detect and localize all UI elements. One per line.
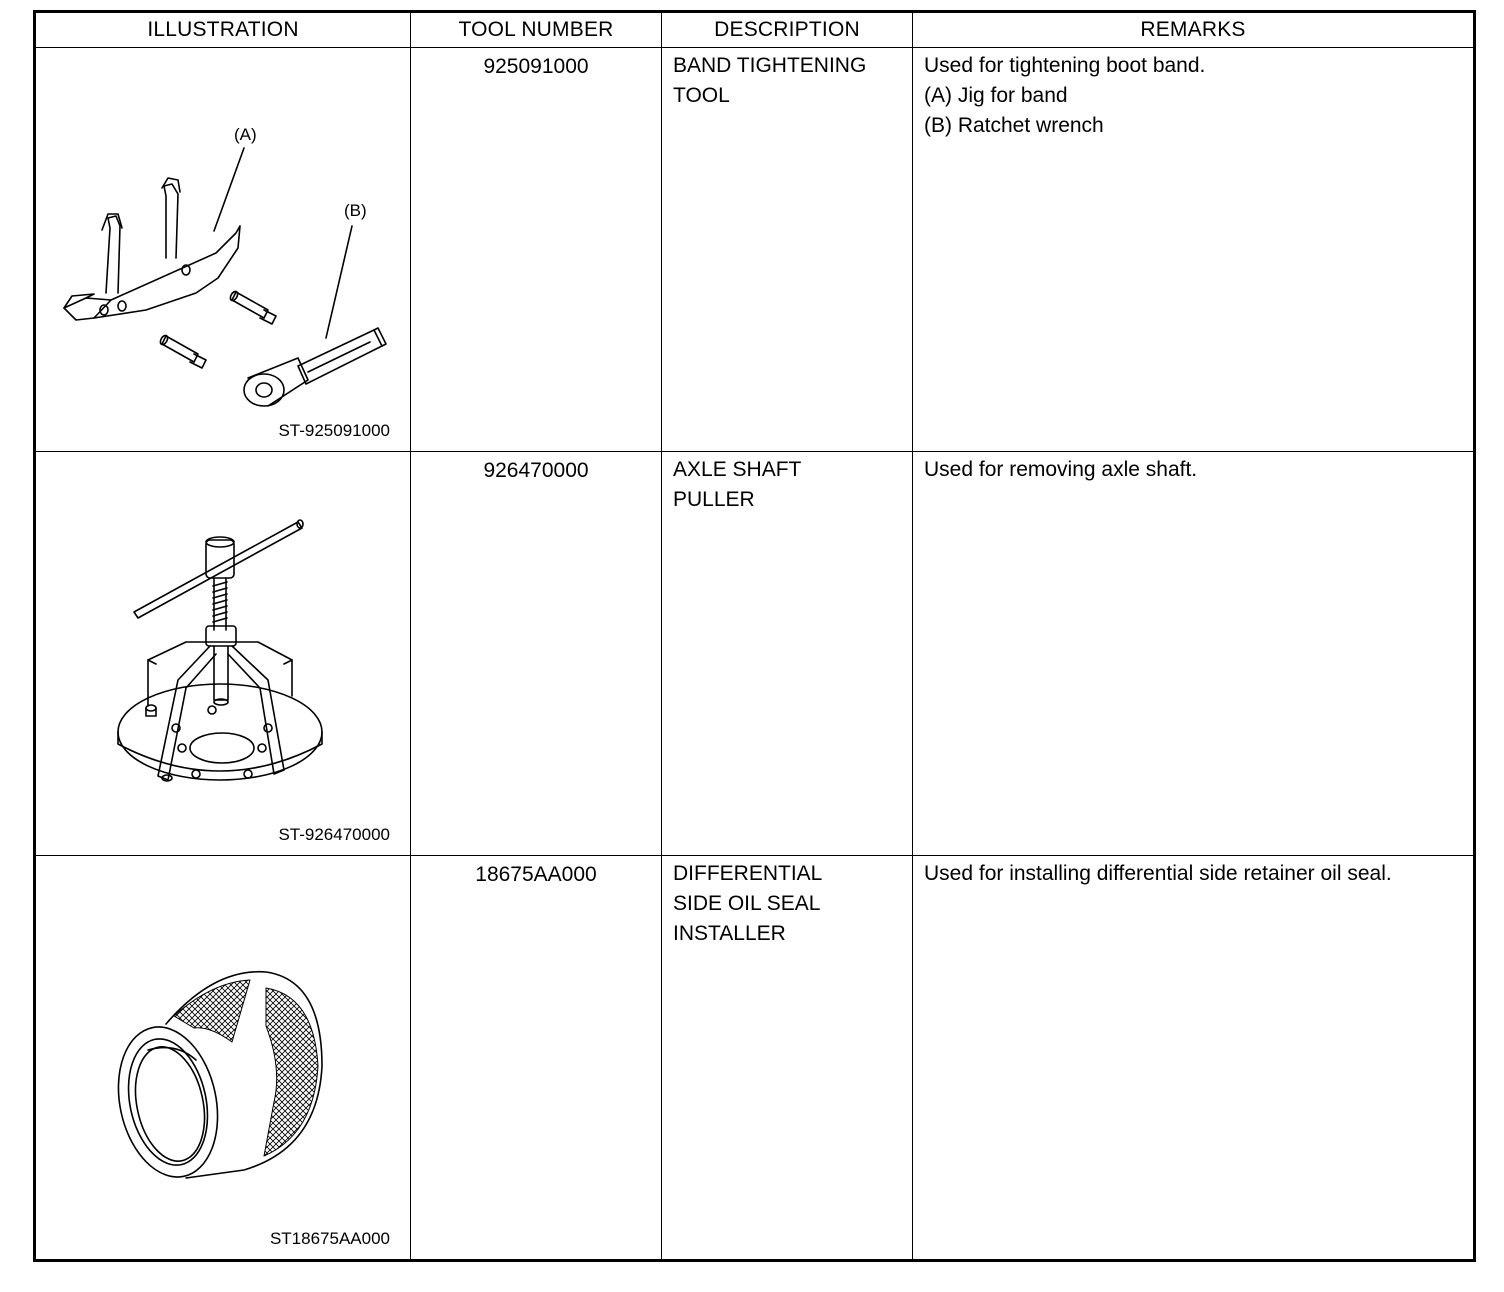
pin-icon bbox=[229, 290, 276, 324]
header-row bbox=[35, 12, 1475, 48]
special-tools-table bbox=[33, 10, 1476, 1262]
header-tool-number: TOOL NUMBER bbox=[411, 12, 662, 48]
illustration-code: ST-926470000 bbox=[278, 825, 390, 844]
illustration-code: ST-925091000 bbox=[278, 421, 390, 440]
table-row bbox=[35, 452, 1475, 856]
pin-icon bbox=[159, 334, 206, 368]
remarks-cell: Used for tightening boot band. (A) Jig for band (B) Ratchet wrench bbox=[913, 48, 1475, 452]
callout-a-label: (A) bbox=[234, 125, 257, 144]
oil-seal-installer-illustration bbox=[36, 856, 412, 1252]
axle-shaft-puller-illustration bbox=[36, 452, 412, 848]
illustration-cell bbox=[35, 856, 411, 1261]
illustration-cell bbox=[35, 452, 411, 856]
tool-number-cell: 925091000 bbox=[411, 48, 662, 452]
table-row bbox=[35, 48, 1475, 452]
tool-number-cell: 926470000 bbox=[411, 452, 662, 856]
table-row bbox=[35, 856, 1475, 1261]
header-description: DESCRIPTION bbox=[662, 12, 913, 48]
remarks-cell: Used for installing differential side retainer oil seal. bbox=[913, 856, 1475, 1261]
ratchet-wrench-icon bbox=[244, 328, 386, 406]
remarks-cell: Used for removing axle shaft. bbox=[913, 452, 1475, 856]
tool-number-cell: 18675AA000 bbox=[411, 856, 662, 1261]
description-cell: AXLE SHAFT PULLER bbox=[662, 452, 913, 856]
description-cell: BAND TIGHTENING TOOL bbox=[662, 48, 913, 452]
header-illustration: ILLUSTRATION bbox=[35, 12, 411, 48]
callout-b-label: (B) bbox=[344, 201, 367, 220]
band-tightening-tool-illustration bbox=[36, 48, 412, 444]
header-remarks: REMARKS bbox=[913, 12, 1475, 48]
illustration-cell bbox=[35, 48, 411, 452]
description-cell: DIFFERENTIAL SIDE OIL SEAL INSTALLER bbox=[662, 856, 913, 1261]
illustration-code: ST18675AA000 bbox=[269, 1229, 390, 1248]
